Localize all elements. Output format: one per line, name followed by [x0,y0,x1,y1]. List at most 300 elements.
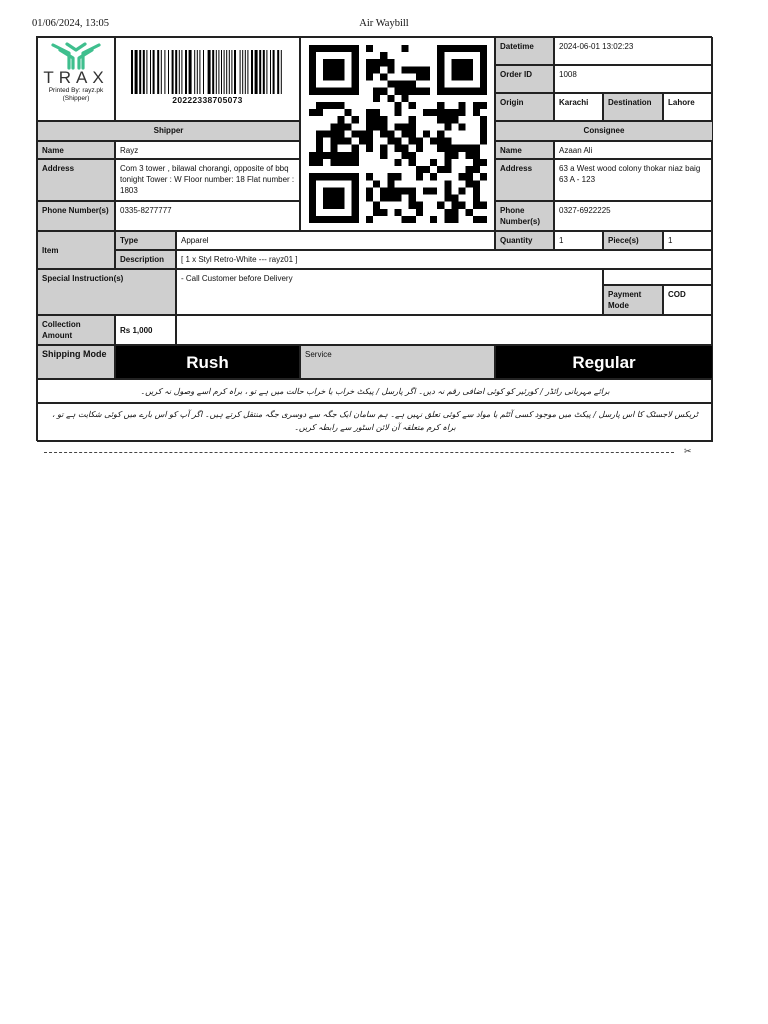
qr-module [415,202,422,209]
qr-module [401,145,408,152]
qr-module [330,45,337,52]
qr-module [415,145,422,152]
qr-module [408,88,415,95]
qr-module [309,73,316,80]
qr-module [316,109,323,116]
shipping-mode-label: Shipping Mode [37,345,115,379]
qr-module [444,216,451,223]
qr-module [365,66,372,73]
qr-module [373,116,380,123]
order-id-label: Order ID [495,65,554,93]
qr-module [465,66,472,73]
special-instructions-label: Special Instruction(s) [37,269,176,315]
payment-spacer [603,269,713,285]
qr-module [337,159,344,166]
qr-module [408,116,415,123]
qr-module [465,180,472,187]
qr-module [387,173,394,180]
qr-module [444,209,451,216]
qr-module [351,130,358,137]
barcode-bar [139,50,141,94]
qr-module [437,73,444,80]
qr-module [344,138,351,145]
qr-module [387,66,394,73]
qr-module [337,152,344,159]
qr-module [444,152,451,159]
item-description-label: Description [115,250,176,269]
barcode-bar [171,50,173,94]
qr-module [330,195,337,202]
cut-line [44,452,674,453]
qr-module [330,130,337,137]
qr-module [465,145,472,152]
qr-module [437,145,444,152]
qr-module [323,66,330,73]
qr-module [408,202,415,209]
qr-module [351,187,358,194]
qr-module [309,152,316,159]
qr-module [330,59,337,66]
qr-module [472,187,479,194]
qr-module [309,81,316,88]
qr-module [401,123,408,130]
qr-module [472,159,479,166]
consignee-name: Azaan Ali [554,141,713,159]
qr-module [415,138,422,145]
qr-module [437,52,444,59]
qr-module [351,52,358,59]
collection-spacer [176,315,713,345]
brand-cell [37,37,115,121]
qr-module [337,88,344,95]
barcode-bar [254,50,257,94]
qr-module [437,202,444,209]
qr-module [316,88,323,95]
qr-module [465,173,472,180]
barcode-bar [188,50,191,94]
qr-module [479,138,486,145]
qr-module [373,123,380,130]
qr-module [380,73,387,80]
qr-module [337,187,344,194]
qr-module [309,52,316,59]
qr-module [451,195,458,202]
qr-module [394,88,401,95]
barcode-bar [207,50,210,94]
qr-module [337,195,344,202]
qr-module [373,95,380,102]
qr-module [337,116,344,123]
qr-module [365,123,372,130]
qr-module [330,73,337,80]
order-id-value: 1008 [554,65,713,93]
shipper-address: Com 3 tower , bilawal chorangi, opposite of bbq tonight Tower : W Floor number: 18 Flat number : 1803 [115,159,300,201]
qr-module [309,45,316,52]
printed-by: Printed By: rayz.pk (Shipper) [48,87,104,102]
barcode-bar [131,50,133,94]
qr-module [373,59,380,66]
quantity-value: 1 [554,231,603,250]
qr-module [316,159,323,166]
qr-module [451,145,458,152]
qr-module [444,159,451,166]
qr-module [316,130,323,137]
consignee-name-label: Name [495,141,554,159]
barcode-bar [212,50,214,94]
qr-module [408,81,415,88]
consignee-phone-label: Phone Number(s) [495,201,554,231]
qr-module [365,187,372,194]
trax-logo-icon [49,41,103,71]
qr-module [415,73,422,80]
qr-module [472,216,479,223]
qr-module [422,109,429,116]
qr-module [472,202,479,209]
scissors-icon: ✂ [684,446,692,456]
qr-module [422,166,429,173]
qr-module [330,145,337,152]
qr-module [458,187,465,194]
qr-module [358,130,365,137]
qr-module [351,66,358,73]
qr-module [309,109,316,116]
barcode-bar [270,50,271,94]
barcode-bar [272,50,274,94]
qr-module [394,102,401,109]
qr-module [337,123,344,130]
barcode-bar [242,50,243,94]
qr-module [387,95,394,102]
qr-module [330,66,337,73]
qr-module [479,52,486,59]
destination-label: Destination [603,93,663,121]
qr-module [330,202,337,209]
qr-module [344,159,351,166]
qr-cell [300,37,495,231]
barcode-bar [196,50,197,94]
barcode-number: 20222338705073 [172,95,243,105]
qr-module [430,216,437,223]
barcode-bar [280,50,281,94]
qr-module [437,102,444,109]
origin-value: Karachi [554,93,603,121]
qr-module [309,88,316,95]
qr-module [437,81,444,88]
qr-module [351,173,358,180]
qr-module [365,73,372,80]
qr-module [458,123,465,130]
qr-module [465,209,472,216]
qr-module [365,138,372,145]
barcode-cell [115,37,300,121]
qr-module [472,180,479,187]
qr-module [365,145,372,152]
qr-module [451,59,458,66]
qr-module [415,173,422,180]
barcode-bar [160,50,161,94]
collection-amount-label: Collection Amount [37,315,115,345]
qr-module [309,187,316,194]
qr-module [451,45,458,52]
payment-mode-label: Payment Mode [603,285,663,315]
qr-module [330,216,337,223]
qr-module [444,45,451,52]
qr-module [337,216,344,223]
qr-module [344,109,351,116]
qr-module [330,159,337,166]
qr-module [422,66,429,73]
qr-module [344,45,351,52]
qr-module [316,145,323,152]
qr-module [337,45,344,52]
qr-module [437,59,444,66]
special-instructions-text: - Call Customer before Delivery [176,269,603,315]
qr-module [351,152,358,159]
qr-module [323,195,330,202]
qr-module [472,166,479,173]
barcode-bar [239,50,240,94]
print-date: 01/06/2024, 13:05 [32,18,110,29]
qr-module [458,173,465,180]
print-title: Air Waybill [359,18,409,29]
qr-module [401,187,408,194]
qr-module [401,81,408,88]
barcode-bar [134,50,137,94]
urdu-note-1: برائے مہربانی رائڈر / کورئیر کو کوئی اضافی رقم نہ دیں۔ اگر پارسل / پیکٹ خراب یا خراب حالت میں ہے تو ، براہ کرم اسے وصول نہ کریں۔ [37,379,713,403]
qr-module [444,166,451,173]
qr-module [458,109,465,116]
qr-module [451,73,458,80]
qr-module [472,195,479,202]
qr-module [437,66,444,73]
qr-module [444,109,451,116]
qr-module [408,216,415,223]
qr-module [380,123,387,130]
qr-module [479,123,486,130]
qr-module [430,109,437,116]
qr-module [437,130,444,137]
qr-module [408,102,415,109]
item-type-label: Type [115,231,176,250]
qr-module [437,116,444,123]
qr-module [380,59,387,66]
qr-module [408,130,415,137]
qr-module [309,209,316,216]
qr-module [330,138,337,145]
qr-module [444,88,451,95]
qr-module [437,109,444,116]
qr-module [337,202,344,209]
barcode-bar [168,50,169,94]
qr-module [337,102,344,109]
qr-module [401,216,408,223]
qr-module [394,195,401,202]
qr-module [472,145,479,152]
barcode-bar [164,50,165,94]
qr-module [373,209,380,216]
qr-module [330,123,337,130]
qr-module [380,152,387,159]
qr-module [465,166,472,173]
qr-module [330,88,337,95]
qr-module [422,73,429,80]
barcode [130,50,286,94]
qr-module [373,88,380,95]
qr-module [408,152,415,159]
qr-module [458,73,465,80]
qr-module [444,116,451,123]
qr-module [365,59,372,66]
qr-module [323,173,330,180]
qr-module [408,123,415,130]
payment-mode-value: COD [663,285,713,315]
qr-module [373,202,380,209]
qr-module [394,109,401,116]
qr-module [351,145,358,152]
qr-module [465,59,472,66]
qr-module [401,88,408,95]
qr-module [351,116,358,123]
qr-module [365,173,372,180]
qr-module [373,180,380,187]
qr-module [323,88,330,95]
qr-module [437,166,444,173]
shipper-phone-label: Phone Number(s) [37,201,115,231]
barcode-bar [142,50,144,94]
qr-module [323,45,330,52]
qr-module [309,159,316,166]
item-type: Apparel [176,231,495,250]
qr-module [437,45,444,52]
barcode-bar [199,50,200,94]
destination-value: Lahore [663,93,713,121]
qr-module [380,195,387,202]
qr-module [380,187,387,194]
collection-amount-value: Rs 1,000 [115,315,176,345]
qr-module [373,109,380,116]
qr-module [437,138,444,145]
qr-module [323,73,330,80]
qr-module [330,152,337,159]
qr-module [444,145,451,152]
shipper-name-label: Name [37,141,115,159]
shipper-heading: Shipper [37,121,300,141]
consignee-phone: 0327-6922225 [554,201,713,231]
qr-module [479,130,486,137]
qr-module [479,159,486,166]
barcode-bar [175,50,177,94]
qr-module [365,216,372,223]
qr-module [309,195,316,202]
qr-module [309,202,316,209]
qr-module [323,102,330,109]
qr-module [458,59,465,66]
qr-module [380,145,387,152]
barcode-bar [223,50,224,94]
qr-module [365,45,372,52]
qr-module [472,45,479,52]
air-waybill-label [36,36,712,441]
qr-module [479,173,486,180]
qr-code [309,45,487,223]
qr-module [351,59,358,66]
qr-module [309,173,316,180]
qr-module [387,130,394,137]
qr-module [430,187,437,194]
qr-module [337,130,344,137]
qr-module [458,66,465,73]
qr-module [309,180,316,187]
qr-module [451,109,458,116]
qr-module [401,95,408,102]
qr-module [351,180,358,187]
qr-module [394,159,401,166]
service-value: Regular [495,345,713,379]
datetime-value: 2024-06-01 13:02:23 [554,37,713,65]
qr-module [387,187,394,194]
qr-module [430,138,437,145]
qr-module [401,152,408,159]
qr-module [394,173,401,180]
qr-module [472,152,479,159]
qr-module [344,123,351,130]
qr-module [316,173,323,180]
qr-module [479,102,486,109]
barcode-bar [152,50,154,94]
barcode-bar [277,50,279,94]
barcode-bar [194,50,195,94]
quantity-label: Quantity [495,231,554,250]
qr-module [309,59,316,66]
qr-module [344,88,351,95]
consignee-address: 63 a West wood colony thokar niaz baig 63 A - 123 [554,159,713,201]
consignee-address-label: Address [495,159,554,201]
shipper-phone: 0335-8277777 [115,201,300,231]
qr-module [444,138,451,145]
service-label: Service [300,345,495,379]
qr-module [394,209,401,216]
qr-module [309,66,316,73]
qr-module [401,45,408,52]
item-description: [ 1 x Styl Retro-White --- rayz01 ] [176,250,713,269]
qr-module [323,59,330,66]
qr-module [323,202,330,209]
qr-module [323,187,330,194]
qr-module [408,159,415,166]
qr-module [351,216,358,223]
qr-module [358,138,365,145]
qr-module [479,81,486,88]
qr-module [437,88,444,95]
qr-module [472,88,479,95]
qr-module [479,66,486,73]
qr-module [373,66,380,73]
barcode-bar [181,50,182,94]
qr-module [415,88,422,95]
qr-module [458,102,465,109]
barcode-bar [157,50,159,94]
qr-module [422,130,429,137]
qr-module [415,209,422,216]
barcode-bar [150,50,151,94]
shipper-name: Rayz [115,141,300,159]
barcode-bar [203,50,204,94]
qr-module [365,130,372,137]
qr-module [444,195,451,202]
qr-module [422,187,429,194]
qr-module [444,187,451,194]
barcode-bar [244,50,245,94]
